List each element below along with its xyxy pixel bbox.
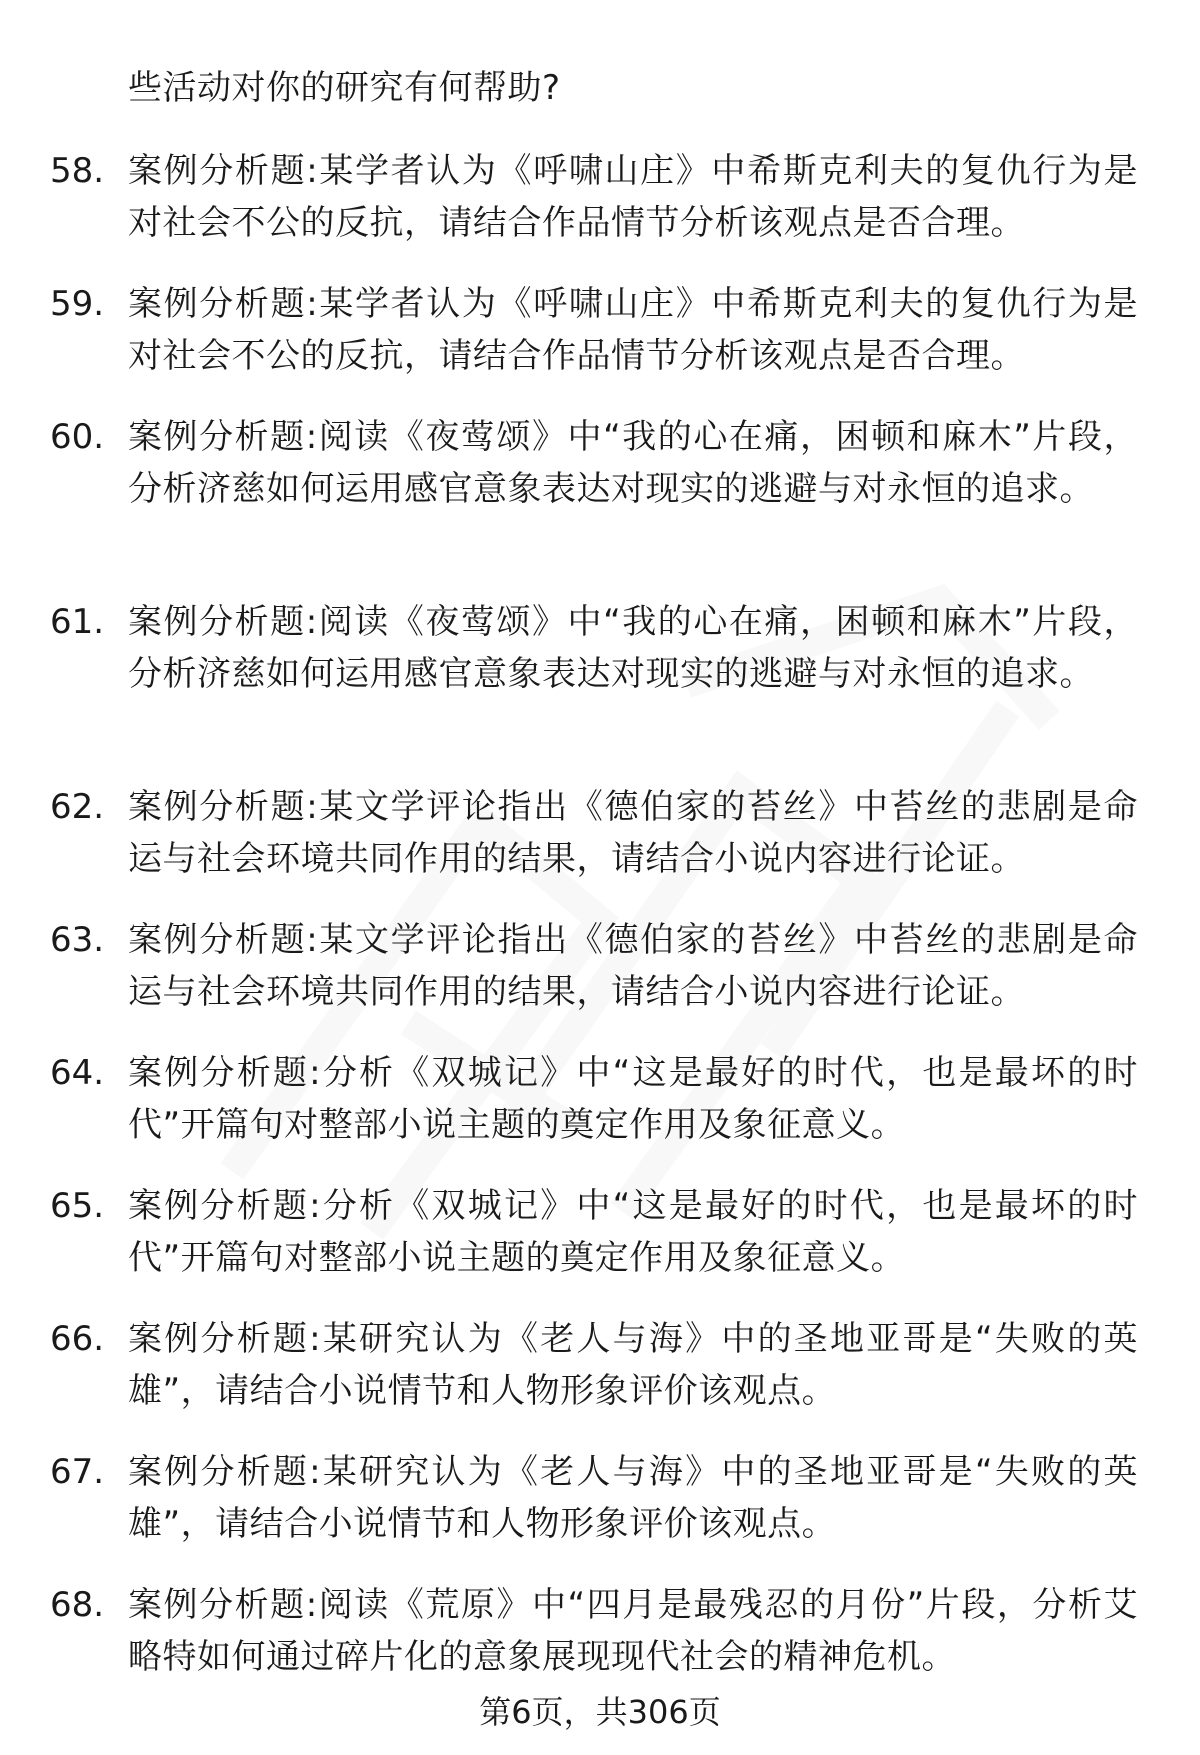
question-text: 案例分析题:某学者认为《呼啸山庄》中希斯克利夫的复仇行为是对社会不公的反抗，请结合作品情节分析该观点是否合理。 (128, 284, 1138, 376)
question-item (0, 596, 1200, 781)
question-number: 62. (50, 787, 105, 827)
question-item (0, 145, 1200, 278)
question-number: 58. (50, 151, 105, 191)
question-number: 64. (50, 1053, 105, 1093)
question-item (0, 1180, 1200, 1313)
question-number: 63. (50, 920, 105, 960)
question-number: 68. (50, 1585, 105, 1625)
question-item (0, 278, 1200, 411)
question-item (0, 1313, 1200, 1446)
question-list (0, 145, 1200, 1712)
question-text: 案例分析题:某学者认为《呼啸山庄》中希斯克利夫的复仇行为是对社会不公的反抗，请结合作品情节分析该观点是否合理。 (128, 151, 1138, 243)
question-number: 61. (50, 602, 105, 642)
question-text: 案例分析题:阅读《荒原》中“四月是最残忍的月份”片段，分析艾略特如何通过碎片化的意象展现现代社会的精神危机。 (128, 1585, 1138, 1677)
question-item (0, 1446, 1200, 1579)
question-number: 66. (50, 1319, 105, 1359)
question-text: 案例分析题:某文学评论指出《德伯家的苔丝》中苔丝的悲剧是命运与社会环境共同作用的结果，请结合小说内容进行论证。 (128, 787, 1138, 879)
question-number: 60. (50, 417, 105, 457)
question-item (0, 1047, 1200, 1180)
question-item (0, 781, 1200, 914)
question-number: 59. (50, 284, 105, 324)
question-text: 案例分析题:某研究认为《老人与海》中的圣地亚哥是“失败的英雄”，请结合小说情节和人物形象评价该观点。 (128, 1452, 1138, 1544)
question-number: 67. (50, 1452, 105, 1492)
question-number: 65. (50, 1186, 105, 1226)
question-text: 案例分析题:某文学评论指出《德伯家的苔丝》中苔丝的悲剧是命运与社会环境共同作用的结果，请结合小说内容进行论证。 (128, 920, 1138, 1012)
continuation-text: 些活动对你的研究有何帮助? (128, 68, 561, 108)
page-footer: 第6页，共306页 (479, 1693, 721, 1731)
question-item (0, 914, 1200, 1047)
question-text: 案例分析题:阅读《夜莺颂》中“我的心在痛，困顿和麻木”片段，分析济慈如何运用感官意象表达对现实的逃避与对永恒的追求。 (128, 602, 1138, 694)
question-item (0, 411, 1200, 596)
question-text: 案例分析题:分析《双城记》中“这是最好的时代，也是最坏的时代”开篇句对整部小说主题的奠定作用及象征意义。 (128, 1053, 1138, 1145)
question-text: 案例分析题:阅读《夜莺颂》中“我的心在痛，困顿和麻木”片段，分析济慈如何运用感官意象表达对现实的逃避与对永恒的追求。 (128, 417, 1138, 509)
question-text: 案例分析题:分析《双城记》中“这是最好的时代，也是最坏的时代”开篇句对整部小说主题的奠定作用及象征意义。 (128, 1186, 1138, 1278)
question-text: 案例分析题:某研究认为《老人与海》中的圣地亚哥是“失败的英雄”，请结合小说情节和人物形象评价该观点。 (128, 1319, 1138, 1411)
